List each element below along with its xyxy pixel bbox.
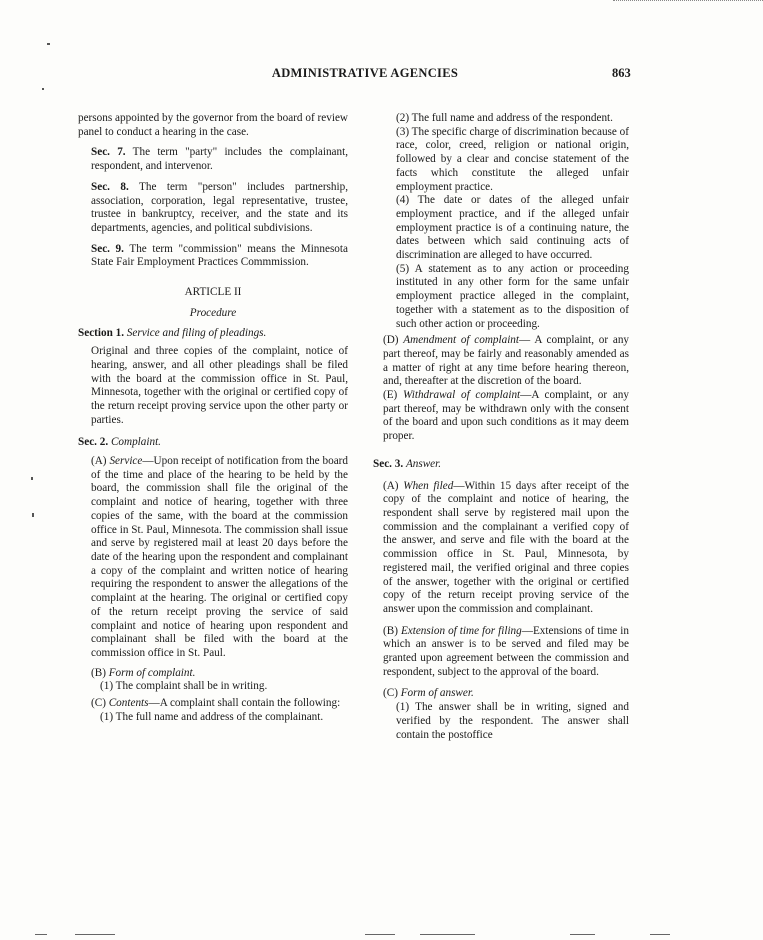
section-label: Sec. 7. [91, 146, 126, 159]
clause-2b-1: (1) The complaint shall be in writing. [100, 680, 268, 693]
section-label: Sec. 8. [91, 180, 129, 193]
section-title: Complaint. [110, 436, 161, 449]
clause-2d: (D) Amendment of complaint— A complaint, or any part thereof, may be fairly and reasonably amended as a matter of right at any time before hearing thereon, and, thereafter at the discretion of the board. [383, 334, 630, 388]
article-subtitle: Procedure [189, 306, 237, 319]
clause-title: Amendment of complaint [403, 334, 520, 347]
scan-speck [32, 513, 34, 517]
clause-title: Form of complaint. [108, 666, 196, 679]
section-3-heading [373, 458, 629, 472]
scan-footer-mark [650, 934, 670, 935]
clause-2b: (B) Form of complaint. [91, 666, 196, 679]
clause-title: Extension of time for filing [400, 624, 522, 637]
section-2-heading [78, 436, 348, 450]
scan-edge-dots [613, 0, 763, 3]
paragraph: persons appointed by the governor from the board of review panel to conduct a hearing in the case. [78, 112, 348, 138]
scan-footer-mark [570, 934, 595, 935]
clause-2c: (C) Contents—A complaint shall contain the following: [91, 697, 341, 710]
right-column [373, 112, 630, 742]
clause-2c-2: (2) The full name and address of the respondent. [396, 112, 613, 124]
clause-title: Service [109, 455, 143, 468]
clause-2c-3: (3) The specific charge of discrimination because of race, color, creed, religion or national origin, followed by a clear and concise statement of the facts which constitute the alleged unfair employment practice. [396, 125, 629, 193]
running-header: ADMINISTRATIVE AGENCIES [271, 66, 459, 80]
section-label: Sec. 9. [91, 242, 124, 255]
clause-title: Contents [108, 697, 149, 710]
section-title: Service and filing of pleadings. [126, 327, 267, 340]
section-1-heading [78, 327, 348, 341]
scan-speck [31, 477, 33, 480]
scan-speck [47, 43, 50, 45]
clause-3c: (C) Form of answer. [383, 687, 474, 700]
section-9: Sec. 9. The term "commission" means the Minnesota State Fair Employment Practices Commmission. [91, 242, 348, 269]
section-1-text: Original and three copies of the complaint, notice of hearing, answer, and all other pleadings shall be filed with the board at the commission office in St. Paul, Minnesota, together with the original or certified copy of the return receipt proving service upon the other party or parties. [91, 345, 348, 426]
clause-title: Form of answer. [400, 687, 474, 700]
clause-3b: (B) Extension of time for filing—Extensions of time in which an answer is to be served and filed may be granted upon agreement between the commission and respondent, subject to the approval of the board. [383, 624, 629, 678]
clause-title: When filed [403, 479, 454, 492]
clause-2a: (A) Service—Upon receipt of notification from the board of the time and place of the hearing to be held by the board, the commission shall file the original of the complaint and notice of hearing, together with three copies of the same, with the board at the commission office in St. Paul, Minnesota. The commission shall issue and serve by registered mail at least 20 days before the date of the hearing upon the respondent and complainant a copy of the complaint and written notice of hearing requiring the respondent to answer the allegations of the complaint at the hearing. The original or certified copy of the return receipt proving the service of said complaint and notice of hearing upon respondent and complainant shall be filed with the board at the commission office in St. Paul. [91, 455, 349, 659]
left-column [78, 112, 348, 724]
section-label: Sec. 3. [373, 457, 404, 470]
article-title: ARTICLE II [184, 286, 242, 299]
clause-2e: (E) Withdrawal of complaint—A complaint, or any part thereof, may be withdrawn only with the consent of the board and upon such conditions as it may deem proper. [383, 389, 629, 443]
clause-2c-5: (5) A statement as to any action or proceeding instituted in any other form for the same unfair employment practice alleged in the complaint, together with a statement as to the disposition of such other action or proceeding. [396, 262, 629, 330]
clause-2c-4: (4) The date or dates of the alleged unfair employment practice, and if the alleged unfair employment practice is of a continuing nature, the dates between which said continuing acts of discrimination are alleged to have occurred. [396, 194, 629, 262]
section-title: Answer. [405, 457, 442, 470]
clause-2c-1: (1) The full name and address of the complainant. [100, 710, 324, 723]
clause-title: Withdrawal of complaint [403, 389, 521, 402]
scan-footer-mark [365, 934, 395, 935]
section-7: Sec. 7. The term "party" includes the complainant, respondent, and intervenor. [91, 146, 349, 173]
clause-3a: (A) When filed—Within 15 days after receipt of the copy of the complaint and notice of hearing, the respondent shall serve by registered mail upon the commission and the complainant a verified copy of the answer, and serve and file with the board at the commission office in St. Paul, Minnesota, by registered mail, the verified original and three copies of the answer, together with the original or certified copy of the return receipt proving service of the answer upon the commission and complainant. [383, 479, 630, 615]
section-label: Sec. 2. [78, 436, 109, 449]
scan-footer-mark [420, 934, 475, 935]
section-8: Sec. 8. The term "person" includes partnership, association, corporation, legal representative, trustee, trustee in bankruptcy, receiver, and the state and its departments, agencies, and political subdivisions. [91, 180, 348, 234]
page-number: 863 [612, 66, 631, 80]
scan-footer-mark [35, 934, 47, 935]
section-label: Section 1. [78, 327, 124, 340]
scan-footer-mark [75, 934, 115, 935]
scan-speck [42, 88, 44, 90]
clause-3c-1: (1) The answer shall be in writing, signed and verified by the respondent. The answer shall contain the postoffice [396, 701, 629, 741]
